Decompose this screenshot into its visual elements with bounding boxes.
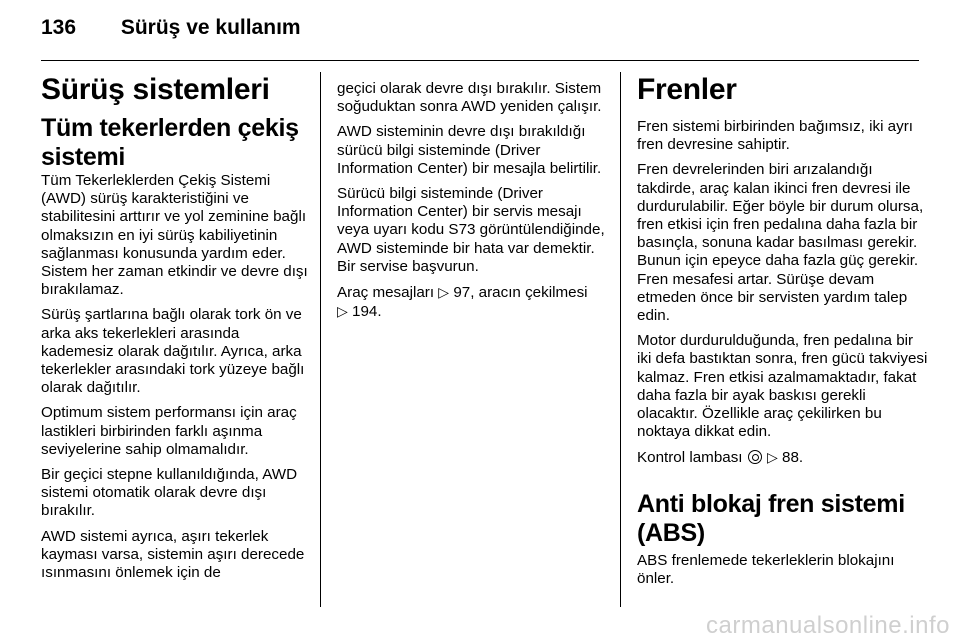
lamp-reference-paragraph (637, 448, 929, 467)
page-ref-arrow-icon: ▷ (767, 449, 778, 466)
paragraph: geçici olarak devre dışı bırakılır. Sistem soğuduktan sonra AWD yeniden çalışır. (337, 80, 602, 116)
header-rule (41, 60, 919, 61)
cross-reference-paragraph (337, 283, 609, 321)
column-middle (337, 80, 609, 328)
section-title-driving-systems: Sürüş sistemleri (41, 73, 270, 106)
page-ref-link[interactable]: 88. (782, 449, 804, 467)
page-ref-arrow-icon: ▷ (438, 284, 450, 301)
section-title-brakes: Frenler (637, 73, 737, 106)
paragraph: Sürücü bilgi sisteminde (Driver Information Center) bir servis mesajı veya uyarı kodu S73 görüntülendiğinde, AWD sisteminde bir hata var demektir. Bir servise başvurun. (337, 185, 605, 275)
paragraph: Bir geçici stepne kullanıldığında, AWD sistemi otomatik olarak devre dışı bırakılır. (41, 466, 298, 520)
ref-text: , aracın çekilmesi (470, 284, 588, 302)
paragraph: AWD sisteminin devre dışı bırakıldığı sürücü bilgi sisteminde (Driver Information Center) bir mesajla belirtilir. (337, 123, 602, 177)
page-ref-link[interactable]: 194. (352, 303, 382, 321)
paragraph: Motor durdurulduğunda, fren pedalına bir iki defa bastıktan sonra, fren gücü takviyesi kalmaz. Fren etkisi azalmamaktadır, fakat daha fazla bir ayak baskısı gerekli olacaktır. Özellikle araç çekilirken bu noktaya dikkat edin. (637, 332, 928, 441)
page-number: 136 (41, 16, 77, 39)
column-right (637, 72, 929, 595)
paragraph: Sürüş şartlarına bağlı olarak tork ön ve arka aks tekerlekleri arasında kademesiz olarak dağıtılır. Ayrıca, arka tekerlekler arasındaki tork yüzeye bağlı olarak dağıtılır. (41, 306, 305, 397)
subsection-title-awd: Tüm tekerlerden çekiş sistemi (41, 114, 299, 171)
watermark: carmanualsonline.info (706, 612, 950, 639)
ref-text: Araç mesajları (337, 284, 435, 302)
column-left (41, 72, 309, 589)
chapter-title: Sürüş ve kullanım (120, 16, 301, 39)
page-ref-link[interactable]: 97 (453, 284, 471, 302)
paragraph: AWD sistemi ayrıca, aşırı tekerlek kayması varsa, sistemin aşırı derecede ısınmasını önlemek için de (41, 527, 305, 582)
lamp-text: Kontrol lambası (637, 449, 743, 467)
page-header (41, 16, 301, 40)
brake-warning-lamp-icon (748, 450, 762, 464)
paragraph: Fren sistemi birbirinden bağımsız, iki ayrı fren devresine sahiptir. (637, 118, 913, 154)
subsection-title-abs: Anti blokaj fren sistemi (ABS) (637, 489, 905, 547)
column-divider (320, 72, 321, 607)
paragraph: ABS frenlemede tekerleklerin blokajını önler. (637, 551, 895, 587)
column-divider (620, 72, 621, 607)
paragraph: Fren devrelerinden biri arızalandığı takdirde, araç kalan ikinci fren devresi ile durdurulabilir. Eğer böyle bir durum olursa, fren etkisi için fren pedalına daha fazla bir basınçla, sonuna kadar basılması gerekir. Bunun için epeyce daha fazla güç gerekir. Fren mesafesi artar. Sürüşe devam etmeden önce bir servisten yardım talep edin. (637, 161, 924, 325)
page-ref-arrow-icon: ▷ (337, 303, 348, 320)
paragraph: Optimum sistem performansı için araç lastikleri birbirinden farklı aşınma seviyelerine sahip olmamalıdır. (41, 404, 297, 458)
paragraph: Tüm Tekerleklerden Çekiş Sistemi (AWD) sürüş karakteristiğini ve stabilitesini arttırır ve yol zeminine bağlı olmaksızın en iyi sürüş kabiliyetinin sağlanması konusunda yardım eder. Sistem her zaman etkindir ve devre dışı bırakılamaz. (41, 172, 308, 299)
